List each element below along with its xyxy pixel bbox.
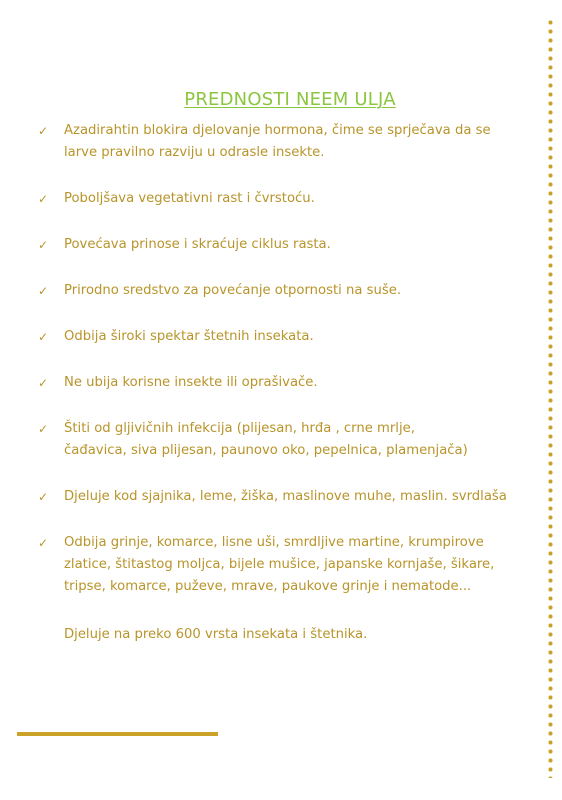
list-item-text: larve pravilno razviju u odrasle insekte. <box>64 145 325 160</box>
list-item <box>38 532 554 598</box>
list-item <box>38 418 554 462</box>
list-item <box>38 372 554 394</box>
list-item-text: Prirodno sredstvo za povećanje otpornosti na suše. <box>64 283 402 298</box>
checkmark-icon: ✓ <box>38 422 49 436</box>
list-spacer <box>38 508 554 532</box>
list-spacer <box>38 210 554 234</box>
list-item-text: Štiti od gljivičnih infekcija (plijesan, hrđa , crne mrlje, <box>64 421 415 436</box>
list-item-text: Djeluje kod sjajnika, leme, žiška, maslinove muhe, maslin. svrdlaša <box>64 489 507 504</box>
checkmark-icon: ✓ <box>38 124 49 138</box>
page-title: PREDNOSTI NEEM ULJA <box>184 89 396 110</box>
checkmark-icon: ✓ <box>38 490 49 504</box>
checkmark-icon: ✓ <box>38 536 49 550</box>
list-spacer <box>38 348 554 372</box>
list-item <box>38 280 554 302</box>
list-item <box>38 120 554 164</box>
list-item-text: Odbija grinje, komarce, lisne uši, smrdljive martine, krumpirove <box>64 535 484 550</box>
list-item-text: čađavica, siva plijesan, paunovo oko, pepelnica, plamenjača) <box>64 443 468 458</box>
list-item-text: tripse, komarce, puževe, mrave, paukove grinje i nematode... <box>64 579 472 594</box>
list-item <box>38 234 554 256</box>
list-spacer <box>38 302 554 326</box>
checkmark-icon: ✓ <box>38 238 49 252</box>
list-spacer <box>38 394 554 418</box>
list-item-text: Ne ubija korisne insekte ili oprašivače. <box>64 375 318 390</box>
checkmark-icon: ✓ <box>38 330 49 344</box>
list-item-text: Povećava prinose i skraćuje ciklus rasta. <box>64 237 331 252</box>
checkmark-icon: ✓ <box>38 284 49 298</box>
list-item-text: Azadirahtin blokira djelovanje hormona, čime se sprječava da se <box>64 123 491 138</box>
list-item <box>38 188 554 210</box>
checkmark-icon: ✓ <box>38 192 49 206</box>
list-item-text: zlatice, štitastog moljca, bijele mušice, japanske kornjaše, šikare, <box>64 557 495 572</box>
list-spacer <box>38 256 554 280</box>
list-item <box>38 326 554 348</box>
list-spacer <box>38 164 554 188</box>
benefits-list <box>38 120 554 598</box>
list-item-text: Poboljšava vegetativni rast i čvrstoću. <box>64 191 315 206</box>
bottom-rule-decoration <box>17 732 218 736</box>
list-spacer <box>38 462 554 486</box>
list-item <box>38 486 554 508</box>
checkmark-icon: ✓ <box>38 376 49 390</box>
closing-note: Djeluje na preko 600 vrsta insekata i štetnika. <box>64 627 368 642</box>
list-item-text: Odbija široki spektar štetnih insekata. <box>64 329 314 344</box>
